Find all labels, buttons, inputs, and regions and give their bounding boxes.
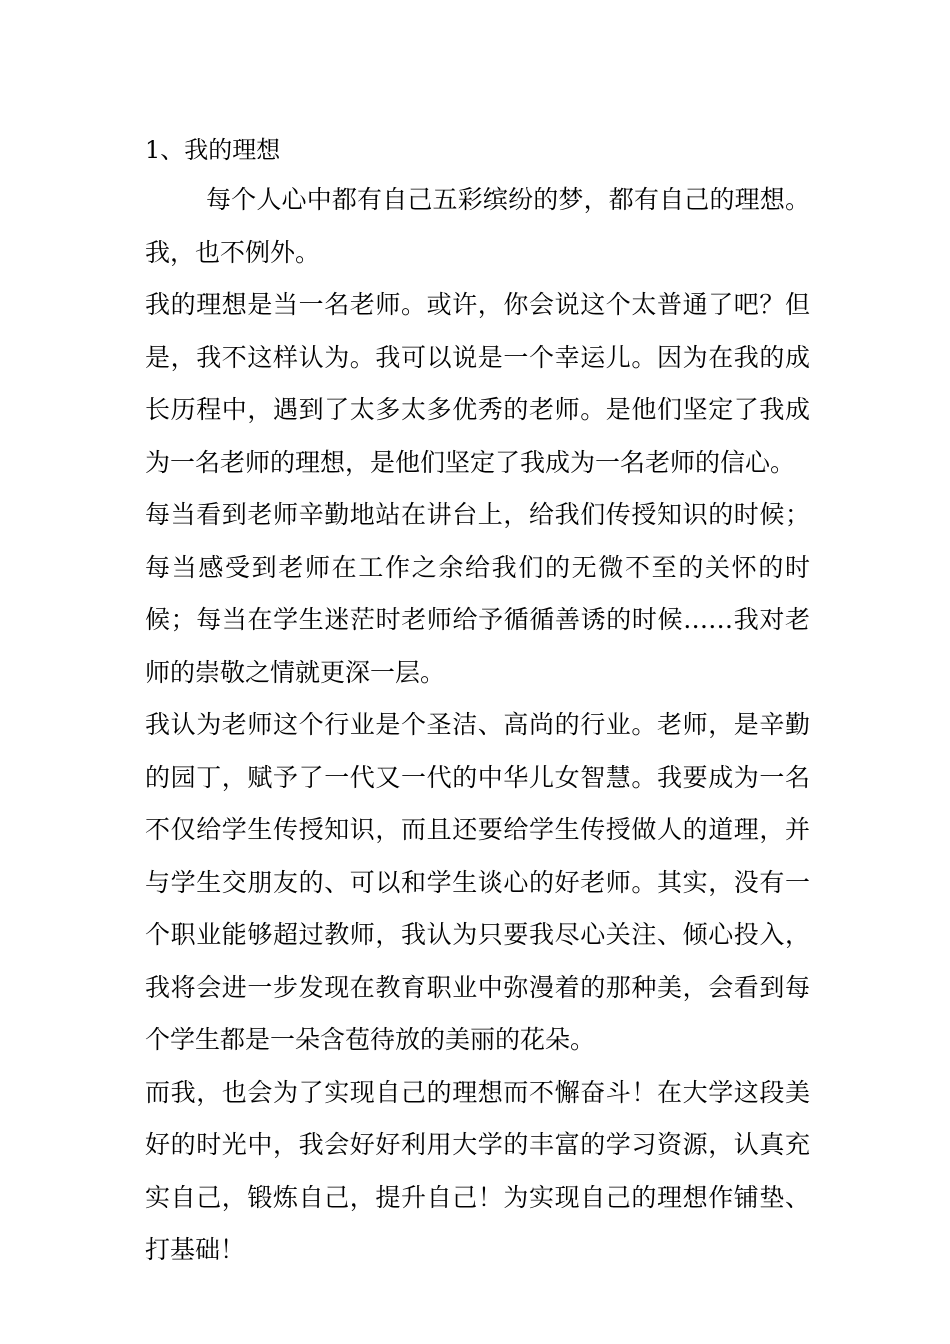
- paragraph-profession: 我认为老师这个行业是个圣洁、高尚的行业。老师，是辛勤的园丁，赋予了一代又一代的中华儿女智慧。我要成为一名不仅给学生传授知识，而且还要给学生传授做人的道理，并与学生交朋友的、可以和学生谈心的好老师。其实，没有一个职业能够超过教师，我认为只要我尽心关注、倾心投入，我将会进一步发现在教育职业中弥漫着的那种美，会看到每个学生都是一朵含苞待放的美丽的花朵。: [145, 710, 810, 1054]
- paragraph-teacher-care: 每当看到老师辛勤地站在讲台上，给我们传授知识的时候；每当感受到老师在工作之余给我们的无微不至的关怀的时候；每当在学生迷茫时老师给予循循善诱的时候……我对老师的崇敬之情就更深一层。: [145, 500, 810, 687]
- document-body: [145, 126, 810, 1277]
- paragraph-intro: 每个人心中都有自己五彩缤纷的梦，都有自己的理想。我，也不例外。: [145, 185, 810, 267]
- document-title: 1、我的理想: [145, 136, 281, 164]
- paragraph-conclusion: 而我，也会为了实现自己的理想而不懈奋斗！在大学这段美好的时光中，我会好好利用大学的丰富的学习资源，认真充实自己，锻炼自己，提升自己！为实现自己的理想作铺垫、打基础！: [145, 1077, 810, 1264]
- paragraph-ideal: 我的理想是当一名老师。或许，你会说这个太普通了吧？但是，我不这样认为。我可以说是一个幸运儿。因为在我的成长历程中，遇到了太多太多优秀的老师。是他们坚定了我成为一名老师的理想，是他们坚定了我成为一名老师的信心。: [145, 290, 810, 477]
